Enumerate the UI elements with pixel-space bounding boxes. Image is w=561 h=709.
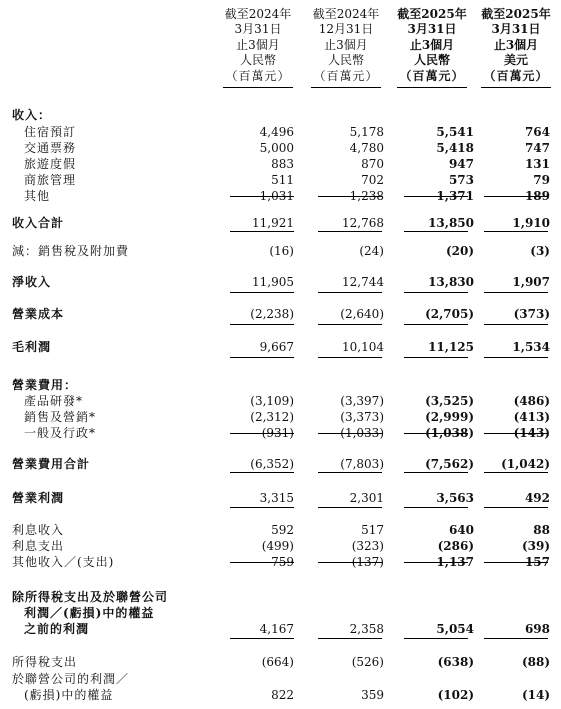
row-label: 旅遊度假 xyxy=(24,157,77,171)
header-period: 截至2025年 xyxy=(481,7,551,21)
rule-line xyxy=(404,562,468,563)
table-row xyxy=(0,523,561,538)
rule-line xyxy=(404,638,468,639)
cell-col-1: 1,031 xyxy=(259,189,294,203)
row-label: 收入： xyxy=(12,108,52,122)
rule-line xyxy=(484,324,548,325)
row-label: 住宿預訂 xyxy=(24,125,77,139)
rule-line xyxy=(318,357,382,358)
rule-line xyxy=(484,357,548,358)
rule-line xyxy=(404,231,468,232)
cell-col-4: 157 xyxy=(524,555,550,569)
cell-col-2: (2,640) xyxy=(340,307,384,321)
rule-line xyxy=(230,196,294,197)
row-label: 商旅管理 xyxy=(24,173,77,187)
table-row xyxy=(0,275,561,290)
table-row xyxy=(0,394,561,409)
cell-col-4: 1,907 xyxy=(512,275,550,289)
table-row xyxy=(0,410,561,425)
rule-line xyxy=(318,231,382,232)
cell-col-3: (2,705) xyxy=(425,307,474,321)
cell-col-2: (3,373) xyxy=(340,410,384,424)
cell-col-4: 1,910 xyxy=(512,216,550,230)
cell-col-2: 5,178 xyxy=(349,125,384,139)
cell-col-4: 79 xyxy=(533,173,550,187)
row-label: 銷售及營銷* xyxy=(24,410,97,424)
row-label: 淨收入 xyxy=(12,275,52,289)
cell-col-1: 883 xyxy=(271,157,294,171)
rule-line xyxy=(230,357,294,358)
cell-col-2: 2,301 xyxy=(349,491,384,505)
rule-line xyxy=(484,433,548,434)
rule-line xyxy=(484,292,548,293)
cell-col-3: 947 xyxy=(448,157,474,171)
cell-col-4: (14) xyxy=(521,688,550,702)
table-row xyxy=(0,539,561,554)
header-underline xyxy=(397,87,467,88)
cell-col-1: (664) xyxy=(261,655,294,669)
cell-col-4: 747 xyxy=(524,141,550,155)
cell-col-3: 5,418 xyxy=(436,141,474,155)
cell-col-1: 3,315 xyxy=(259,491,294,505)
cell-col-2: 1,238 xyxy=(349,189,384,203)
header-date: 12月31日 xyxy=(318,22,374,37)
rule-line xyxy=(404,292,468,293)
table-row xyxy=(0,157,561,172)
rule-line xyxy=(318,638,382,639)
header-currency: 美元 xyxy=(503,53,528,68)
header-currency: 人民幣 xyxy=(327,53,364,68)
cell-col-2: (24) xyxy=(359,244,384,258)
cell-col-2: 12,768 xyxy=(342,216,384,230)
rule-line xyxy=(404,507,468,508)
rule-line xyxy=(230,472,294,473)
cell-col-1: 4,167 xyxy=(259,622,294,636)
rule-line xyxy=(230,433,294,434)
cell-col-3: 5,541 xyxy=(436,125,474,139)
table-row xyxy=(0,590,561,605)
row-label: 減：銷售稅及附加費 xyxy=(12,244,130,258)
cell-col-4: 131 xyxy=(524,157,550,171)
row-label: 交通票務 xyxy=(24,141,77,155)
header-unit: （百萬元） xyxy=(225,68,291,83)
cell-col-1: (3,109) xyxy=(250,394,294,408)
rule-line xyxy=(230,638,294,639)
table-row xyxy=(0,378,561,393)
cell-col-3: (638) xyxy=(437,655,474,669)
cell-col-1: 11,905 xyxy=(252,275,294,289)
cell-col-1: (931) xyxy=(261,426,294,440)
header-date: 3月31日 xyxy=(234,22,282,37)
rule-line xyxy=(404,196,468,197)
header-underline xyxy=(311,87,381,88)
header-months: 止3個月 xyxy=(236,37,280,52)
table-row xyxy=(0,108,561,123)
cell-col-1: 822 xyxy=(271,688,294,702)
column-header-1 xyxy=(215,7,301,84)
cell-col-3: 5,054 xyxy=(436,622,474,636)
header-period: 截至2024年 xyxy=(224,7,292,21)
cell-col-3: 1,137 xyxy=(436,555,474,569)
row-label: 其他收入／(支出) xyxy=(12,555,115,569)
header-months: 止3個月 xyxy=(324,37,368,52)
row-label: 利息支出 xyxy=(12,539,65,553)
rule-line xyxy=(318,433,382,434)
cell-col-1: (6,352) xyxy=(250,457,294,471)
rule-line xyxy=(318,292,382,293)
table-row xyxy=(0,672,561,687)
header-unit: （百萬元） xyxy=(483,68,549,83)
table-row xyxy=(0,606,561,621)
cell-col-1: (16) xyxy=(269,244,294,258)
table-row xyxy=(0,491,561,506)
rule-line xyxy=(404,472,468,473)
cell-col-3: 11,125 xyxy=(428,340,474,354)
rule-line xyxy=(318,507,382,508)
cell-col-3: 1,371 xyxy=(436,189,474,203)
column-header-4 xyxy=(473,7,559,84)
rule-line xyxy=(484,196,548,197)
rule-line xyxy=(230,324,294,325)
cell-col-2: (526) xyxy=(351,655,384,669)
cell-col-3: 3,563 xyxy=(436,491,474,505)
cell-col-4: (486) xyxy=(513,394,550,408)
cell-col-4: (88) xyxy=(521,655,550,669)
cell-col-2: (1,033) xyxy=(340,426,384,440)
cell-col-4: (3) xyxy=(530,244,550,258)
table-row xyxy=(0,141,561,156)
cell-col-1: 592 xyxy=(271,523,294,537)
row-label: 於聯營公司的利潤／ xyxy=(12,672,130,686)
cell-col-1: 4,496 xyxy=(259,125,294,139)
column-header-3 xyxy=(389,7,475,84)
row-label: 其他 xyxy=(24,189,51,203)
rule-line xyxy=(484,507,548,508)
cell-col-2: (7,803) xyxy=(340,457,384,471)
cell-col-2: 359 xyxy=(361,688,384,702)
rule-line xyxy=(404,357,468,358)
row-label: 營業費用合計 xyxy=(12,457,91,471)
header-months: 止3個月 xyxy=(493,37,539,52)
column-header-2 xyxy=(303,7,389,84)
rule-line xyxy=(318,324,382,325)
table-row xyxy=(0,340,561,355)
row-label: 所得稅支出 xyxy=(12,655,78,669)
row-label: 營業利潤 xyxy=(12,491,65,505)
cell-col-3: (20) xyxy=(445,244,474,258)
header-underline xyxy=(481,87,551,88)
cell-col-1: (2,238) xyxy=(250,307,294,321)
cell-col-4: (1,042) xyxy=(501,457,550,471)
cell-col-4: 189 xyxy=(524,189,550,203)
cell-col-3: 573 xyxy=(448,173,474,187)
rule-line xyxy=(318,196,382,197)
cell-col-2: 517 xyxy=(361,523,384,537)
rule-line xyxy=(230,292,294,293)
cell-col-1: 759 xyxy=(271,555,294,569)
cell-col-3: (1,038) xyxy=(425,426,474,440)
cell-col-1: (2,312) xyxy=(250,410,294,424)
table-row xyxy=(0,307,561,322)
row-label: 營業費用： xyxy=(12,378,78,392)
cell-col-3: (286) xyxy=(437,539,474,553)
cell-col-2: 12,744 xyxy=(342,275,384,289)
rule-line xyxy=(484,562,548,563)
cell-col-2: (3,397) xyxy=(340,394,384,408)
cell-col-1: 11,921 xyxy=(252,216,294,230)
table-row xyxy=(0,125,561,140)
cell-col-3: (2,999) xyxy=(425,410,474,424)
rule-line xyxy=(404,324,468,325)
row-label: 產品研發* xyxy=(24,394,84,408)
column-header xyxy=(0,7,561,89)
cell-col-2: (323) xyxy=(351,539,384,553)
cell-col-2: 4,780 xyxy=(349,141,384,155)
header-unit: （百萬元） xyxy=(313,68,379,83)
cell-col-3: (7,562) xyxy=(425,457,474,471)
row-label: 營業成本 xyxy=(12,307,65,321)
cell-col-1: 5,000 xyxy=(259,141,294,155)
cell-col-4: (373) xyxy=(513,307,550,321)
rule-line xyxy=(318,472,382,473)
header-currency: 人民幣 xyxy=(239,53,276,68)
table-row xyxy=(0,216,561,231)
cell-col-1: 9,667 xyxy=(259,340,294,354)
rule-line xyxy=(230,507,294,508)
rule-line xyxy=(484,472,548,473)
header-date: 3月31日 xyxy=(407,22,457,37)
header-date: 3月31日 xyxy=(491,22,541,37)
row-label: 一般及行政* xyxy=(24,426,97,440)
rule-line xyxy=(404,433,468,434)
cell-col-4: (143) xyxy=(513,426,550,440)
cell-col-3: 13,850 xyxy=(428,216,474,230)
row-label: 利潤／(虧損)中的權益 xyxy=(24,606,155,620)
rule-line xyxy=(230,231,294,232)
cell-col-1: (499) xyxy=(261,539,294,553)
cell-col-2: 702 xyxy=(361,173,384,187)
row-label: 收入合計 xyxy=(12,216,65,230)
table-row xyxy=(0,457,561,472)
header-underline xyxy=(223,87,293,88)
row-label: 利息收入 xyxy=(12,523,65,537)
cell-col-1: 511 xyxy=(271,173,294,187)
table-row xyxy=(0,244,561,259)
table-row xyxy=(0,688,561,703)
row-label: 除所得稅支出及於聯營公司 xyxy=(12,590,169,604)
cell-col-2: 870 xyxy=(361,157,384,171)
cell-col-3: (102) xyxy=(437,688,474,702)
cell-col-4: (413) xyxy=(513,410,550,424)
rule-line xyxy=(230,562,294,563)
cell-col-4: 88 xyxy=(533,523,550,537)
cell-col-3: 13,830 xyxy=(428,275,474,289)
rule-line xyxy=(484,638,548,639)
row-label: (虧損)中的權益 xyxy=(24,688,114,702)
row-label: 之前的利潤 xyxy=(24,622,90,636)
header-period: 截至2024年 xyxy=(312,7,380,21)
rule-line xyxy=(484,231,548,232)
cell-col-4: 1,534 xyxy=(512,340,550,354)
cell-col-4: 698 xyxy=(524,622,550,636)
header-currency: 人民幣 xyxy=(413,53,450,68)
table-row xyxy=(0,173,561,188)
cell-col-2: 2,358 xyxy=(349,622,384,636)
header-months: 止3個月 xyxy=(409,37,455,52)
table-row xyxy=(0,655,561,670)
cell-col-4: 764 xyxy=(524,125,550,139)
cell-col-4: (39) xyxy=(521,539,550,553)
cell-col-4: 492 xyxy=(524,491,550,505)
cell-col-2: 10,104 xyxy=(342,340,384,354)
header-unit: （百萬元） xyxy=(399,68,465,83)
cell-col-3: (3,525) xyxy=(425,394,474,408)
cell-col-3: 640 xyxy=(448,523,474,537)
table-row xyxy=(0,622,561,637)
cell-col-2: (137) xyxy=(351,555,384,569)
rule-line xyxy=(318,562,382,563)
header-period: 截至2025年 xyxy=(397,7,467,21)
row-label: 毛利潤 xyxy=(12,340,52,354)
